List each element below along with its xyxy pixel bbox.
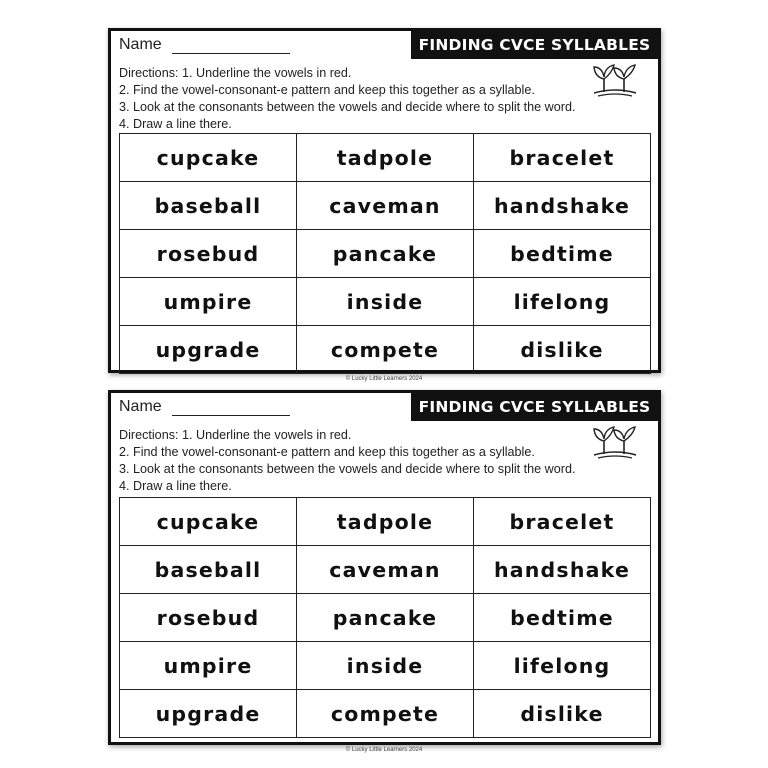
table-row [120,594,651,642]
word-cell[interactable]: lifelong [474,278,651,326]
word-cell[interactable]: bracelet [474,498,651,546]
word-cell[interactable]: pancake [297,594,474,642]
word-cell[interactable]: caveman [297,182,474,230]
word-cell[interactable]: handshake [474,182,651,230]
direction-line: 2. Find the vowel-consonant-e pattern and keep this together as a syllable. [119,83,535,97]
word-cell[interactable]: tadpole [297,498,474,546]
word-cell[interactable]: upgrade [120,326,297,374]
word-cell[interactable]: dislike [474,326,651,374]
directions [119,427,649,495]
word-cell[interactable]: cupcake [120,498,297,546]
word-cell[interactable]: cupcake [120,134,297,182]
word-cell[interactable]: bracelet [474,134,651,182]
table-row [120,278,651,326]
word-cell[interactable]: inside [297,278,474,326]
table-row [120,326,651,374]
table-row [120,642,651,690]
direction-line: Directions: 1. Underline the vowels in red. [119,66,352,80]
direction-line: 3. Look at the consonants between the vowels and decide where to split the word. [119,100,576,114]
name-label: Name [119,36,162,53]
sprout-icon [590,59,640,99]
word-cell[interactable]: rosebud [120,594,297,642]
word-cell[interactable]: umpire [120,642,297,690]
word-cell[interactable]: upgrade [120,690,297,738]
word-cell[interactable]: bedtime [474,230,651,278]
sprout-icon [590,421,640,461]
word-cell[interactable]: caveman [297,546,474,594]
word-cell[interactable]: compete [297,690,474,738]
word-cell[interactable]: rosebud [120,230,297,278]
copyright-notice: © Lucky Little Learners 2024 [345,376,423,382]
word-cell[interactable]: bedtime [474,594,651,642]
table-row [120,498,651,546]
worksheet-bottom [108,390,661,745]
worksheet-top [108,28,661,373]
word-cell[interactable]: tadpole [297,134,474,182]
name-blank-line[interactable] [172,400,290,416]
directions [119,65,649,133]
name-blank-line[interactable] [172,38,290,54]
word-cell[interactable]: compete [297,326,474,374]
word-cell[interactable]: dislike [474,690,651,738]
direction-line: 4. Draw a line there. [119,117,232,131]
direction-line: 3. Look at the consonants between the vowels and decide where to split the word. [119,462,576,476]
table-row [120,182,651,230]
table-row [120,230,651,278]
copyright-notice: © Lucky Little Learners 2024 [345,747,423,753]
word-cell[interactable]: pancake [297,230,474,278]
word-table [119,133,651,374]
name-label: Name [119,398,162,415]
table-row [120,134,651,182]
word-cell[interactable]: baseball [120,182,297,230]
table-row [120,546,651,594]
direction-line: Directions: 1. Underline the vowels in red. [119,428,352,442]
word-cell[interactable]: baseball [120,546,297,594]
word-cell[interactable]: umpire [120,278,297,326]
name-field [119,36,290,54]
word-cell[interactable]: handshake [474,546,651,594]
direction-line: 2. Find the vowel-consonant-e pattern and keep this together as a syllable. [119,445,535,459]
word-cell[interactable]: lifelong [474,642,651,690]
table-row [120,690,651,738]
word-table [119,497,651,738]
direction-line: 4. Draw a line there. [119,479,232,493]
worksheet-title: FINDING CVCE SYLLABLES [411,393,658,421]
worksheet-title: FINDING CVCE SYLLABLES [411,31,658,59]
name-field [119,398,290,416]
word-cell[interactable]: inside [297,642,474,690]
